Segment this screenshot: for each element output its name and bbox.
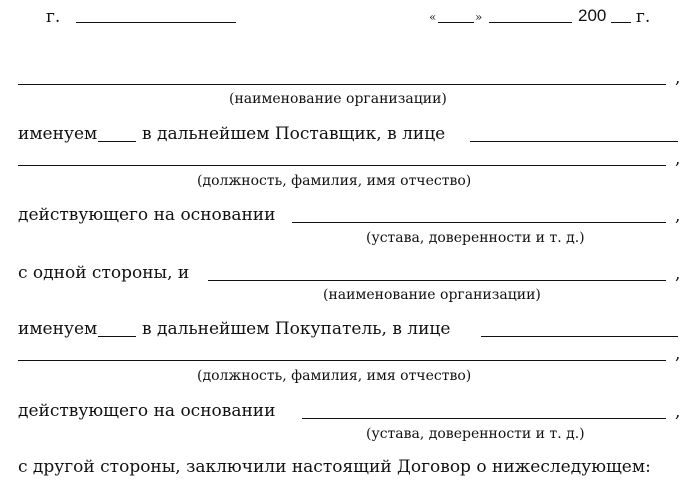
buyer-named-suffix: в дальнейшем Покупатель, в лице bbox=[142, 319, 451, 339]
supplier-position-field[interactable] bbox=[18, 165, 666, 166]
supplier-basis-field[interactable] bbox=[292, 222, 666, 223]
city-label: г. bbox=[46, 7, 61, 27]
supplier-basis-caption: (устава, доверенности и т. д.) bbox=[366, 230, 585, 246]
buyer-position-field[interactable] bbox=[18, 360, 666, 361]
supplier-representative-field[interactable] bbox=[470, 141, 678, 142]
year-field[interactable] bbox=[611, 22, 631, 23]
supplier-gender-ending-field[interactable] bbox=[98, 141, 136, 142]
buyer-acting-label: действующего на основании bbox=[18, 401, 276, 421]
quote-close: » bbox=[475, 10, 483, 24]
comma: , bbox=[675, 68, 681, 88]
supplier-named-suffix: в дальнейшем Поставщик, в лице bbox=[142, 124, 446, 144]
closing-text: с другой стороны, заключили настоящий Договор о нижеследующем: bbox=[18, 457, 651, 477]
comma: , bbox=[675, 149, 681, 169]
supplier-named-prefix: именуем bbox=[18, 124, 98, 144]
comma: , bbox=[675, 344, 681, 364]
supplier-org-caption: (наименование организации) bbox=[229, 91, 447, 107]
month-field[interactable] bbox=[489, 22, 572, 23]
year-suffix: г. bbox=[636, 7, 651, 27]
comma: , bbox=[675, 402, 681, 422]
buyer-representative-field[interactable] bbox=[481, 336, 678, 337]
supplier-acting-label: действующего на основании bbox=[18, 205, 276, 225]
one-side-label: с одной стороны, и bbox=[18, 263, 190, 283]
quote-open: « bbox=[429, 10, 437, 24]
buyer-gender-ending-field[interactable] bbox=[98, 336, 136, 337]
comma: , bbox=[675, 206, 681, 226]
buyer-org-field[interactable] bbox=[208, 280, 666, 281]
buyer-position-caption: (должность, фамилия, имя отчество) bbox=[197, 368, 472, 384]
year-prefix: 200 bbox=[578, 6, 607, 25]
comma: , bbox=[675, 264, 681, 284]
city-field[interactable] bbox=[76, 22, 236, 23]
buyer-basis-field[interactable] bbox=[302, 418, 666, 419]
buyer-org-caption: (наименование организации) bbox=[323, 287, 541, 303]
supplier-org-field[interactable] bbox=[18, 84, 666, 85]
supplier-position-caption: (должность, фамилия, имя отчество) bbox=[197, 173, 472, 189]
buyer-basis-caption: (устава, доверенности и т. д.) bbox=[366, 426, 585, 442]
buyer-named-prefix: именуем bbox=[18, 319, 98, 339]
day-field[interactable] bbox=[438, 22, 474, 23]
